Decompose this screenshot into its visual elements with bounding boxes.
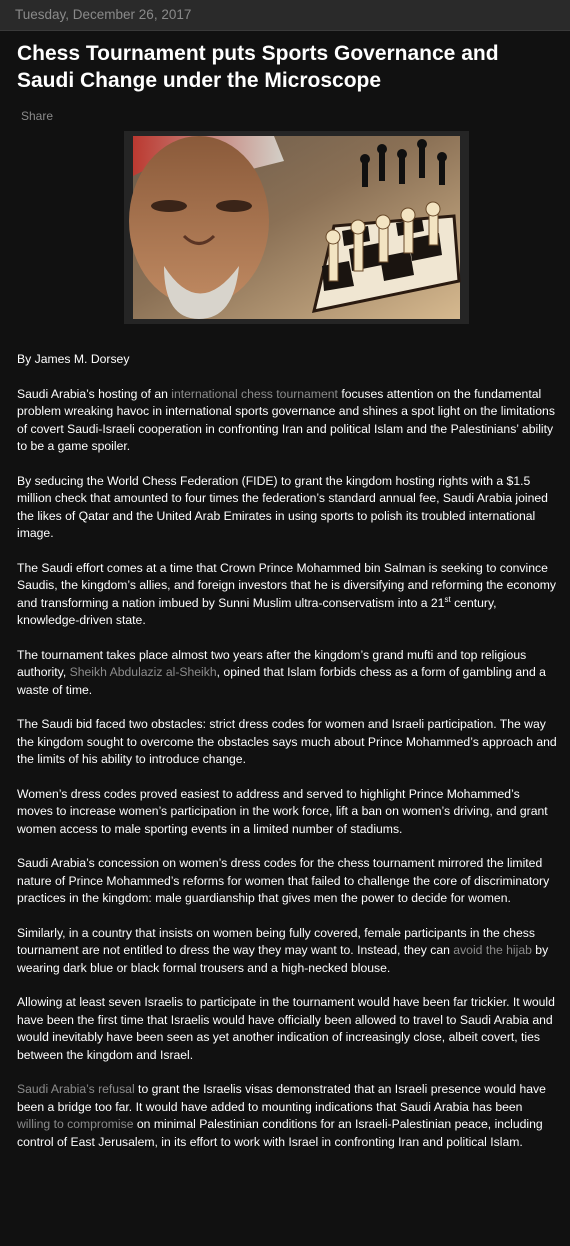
paragraph-text: to grant the Israelis visas demonstrated that an Israeli presence would have been a bridge too far. It would have added to mounting indications that Saudi Arabia has been	[17, 1082, 546, 1114]
link-sheikh-abdulaziz[interactable]: Sheikh Abdulaziz al-Sheikh	[69, 665, 217, 679]
link-willing-to-compromise[interactable]: willing to compromise	[17, 1117, 134, 1131]
link-saudi-arabias-refusal[interactable]: Saudi Arabia’s refusal	[17, 1082, 135, 1096]
post-image[interactable]	[124, 131, 469, 324]
paragraph-7: Saudi Arabia’s concession on women’s dress codes for the chess tournament mirrored the limited nature of Prince Mohammed’s reforms for women that failed to challenge the core of discriminatory practices in the kingdom: male guardianship that gives men the power to decide for women.	[17, 856, 550, 905]
share-button[interactable]: Share	[21, 109, 54, 123]
paragraph-10	[17, 1081, 557, 1151]
paragraph-8	[17, 925, 557, 978]
paragraph-text: Saudi Arabia’s hosting of an	[17, 386, 172, 401]
post-body	[17, 351, 557, 1151]
paragraph-9: Allowing at least seven Israelis to participate in the tournament would have been far trickier. It would have been the first time that Israelis would have officially been allowed to travel to Saudi Arabia and would inevitably have been seen as yet another indication of increasingly close, albeit covert, ties between the kingdom and Israel.	[17, 995, 555, 1062]
date-header: Tuesday, December 26, 2017	[0, 0, 570, 31]
post-title[interactable]: Chess Tournament puts Sports Governance and Saudi Change under the Microscope	[17, 42, 499, 92]
blog-post	[0, 40, 557, 1151]
paragraph-text: Similarly, in a country that insists on women being fully covered, female participants in the chess tournament are not entitled to dress the way they may want to. Instead, they can	[17, 925, 535, 957]
paragraph-text: by wearing dark blue or black formal trousers and a high-necked blouse.	[17, 943, 549, 975]
link-international-chess-tournament[interactable]: international chess tournament	[171, 386, 338, 401]
paragraph-text: century, knowledge-driven state.	[17, 595, 497, 627]
paragraph-3	[17, 560, 557, 630]
paragraph-text: on minimal Palestinian conditions for an Israeli-Palestinian peace, including control of East Jerusalem, in its effort to work with Israel in confronting Iran and political Islam.	[17, 1117, 543, 1149]
chess-photo	[124, 131, 469, 324]
paragraph-text: focuses attention on the fundamental problem wreaking havoc in international sports governance and shines a spot light on the limitations of covert Saudi-Israeli cooperation in confronting Iran and political Islam and the Palestinians’ ability to be a game spoiler.	[17, 386, 555, 453]
paragraph-4	[17, 647, 557, 700]
paragraph-text: The Saudi effort comes at a time that Crown Prince Mohammed bin Salman is seeking to convince Saudis, the kingdom’s allies, and foreign investors that he is diversifying and reforming the economy and transforming a nation imbued by Sunni Muslim ultra-conservatism into a 21	[17, 560, 557, 610]
paragraph-6: Women’s dress codes proved easiest to address and served to highlight Prince Mohammed’s moves to increase women’s participation in the work force, lift a ban on women’s driving, and grant women access to male sporting events in a limited number of stadiums.	[17, 786, 548, 836]
superscript: st	[444, 594, 451, 604]
paragraph-1	[17, 386, 557, 456]
paragraph-2: By seducing the World Chess Federation (FIDE) to grant the kingdom hosting rights with a $1.5 million check that amounted to four times the federation’s standard annual fee, Saudi Arabia joined the likes of Qatar and the United Arab Emirates in using sports to polish its troubled international image.	[17, 473, 548, 540]
paragraph-text: , opined that Islam forbids chess as a form of gambling and a waste of time.	[17, 665, 546, 697]
byline: By James M. Dorsey	[17, 352, 130, 366]
paragraph-text: The tournament takes place almost two years after the kingdom’s grand mufti and top religious authority,	[17, 647, 527, 679]
link-avoid-the-hijab[interactable]: avoid the hijab	[453, 943, 532, 957]
paragraph-5: The Saudi bid faced two obstacles: strict dress codes for women and Israeli participation. The way the kingdom sought to overcome the obstacles says much about Prince Mohammed’s approach and the limits of his ability to introduce change.	[17, 717, 557, 766]
